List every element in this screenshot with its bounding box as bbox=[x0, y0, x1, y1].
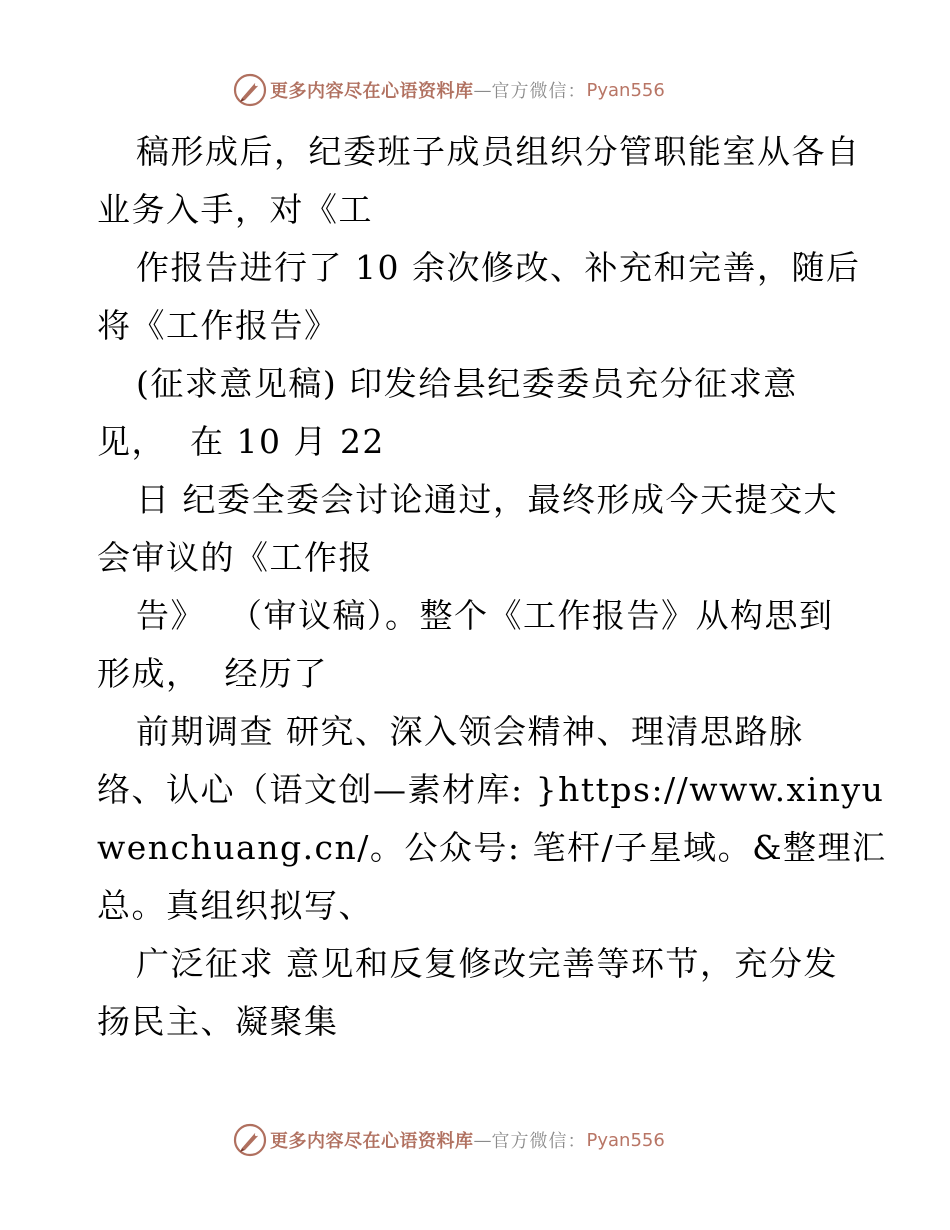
watermark-separator: — bbox=[473, 79, 492, 101]
header-watermark bbox=[233, 73, 665, 107]
pen-logo-icon bbox=[233, 1123, 267, 1157]
text-line: 日 纪委全委会讨论通过，最终形成今天提交大 bbox=[136, 480, 838, 519]
text-line: 告》 （审议稿）。整个《工作报告》从构思到 bbox=[136, 596, 834, 635]
text-line: 稿形成后，纪委班子成员组织分管职能室从各自 bbox=[136, 132, 861, 171]
text-line: 将《工作报告》 bbox=[97, 306, 339, 345]
watermark-wechat-id: Pyan556 bbox=[586, 1129, 665, 1151]
watermark-wechat-label: 官方微信： bbox=[491, 1131, 587, 1152]
pen-logo-icon bbox=[233, 73, 267, 107]
text-line: 络、认心（语文创—素材库: }https://www.xinyu bbox=[97, 770, 885, 809]
watermark-wechat-id: Pyan556 bbox=[586, 79, 665, 101]
text-line: 见， 在 10 月 22 bbox=[97, 422, 385, 461]
watermark-separator: — bbox=[473, 1129, 492, 1151]
text-line: (征求意见稿) 印发给县纪委委员充分征求意 bbox=[136, 364, 798, 403]
text-line: 形成， 经历了 bbox=[97, 654, 328, 693]
text-line: wenchuang.cn/。公众号: 笔杆/子星域。&整理汇 bbox=[97, 828, 887, 867]
watermark-main-text: 更多内容尽在心语资料库 bbox=[270, 1131, 474, 1152]
text-line: 总。真组织拟写、 bbox=[97, 886, 373, 925]
footer-watermark bbox=[233, 1123, 665, 1157]
watermark-main-text: 更多内容尽在心语资料库 bbox=[270, 81, 474, 102]
text-line: 业务入手，对《工 bbox=[97, 190, 373, 229]
watermark-wechat-label: 官方微信： bbox=[491, 81, 587, 102]
text-line: 作报告进行了 10 余次修改、补充和完善，随后 bbox=[136, 248, 861, 287]
text-line: 前期调查 研究、深入领会精神、理清思路脉 bbox=[136, 712, 804, 751]
text-line: 扬民主、凝聚集 bbox=[97, 1002, 339, 1041]
text-line: 广泛征求 意见和反复修改完善等环节，充分发 bbox=[136, 944, 838, 983]
text-line: 会审议的《工作报 bbox=[97, 538, 373, 577]
